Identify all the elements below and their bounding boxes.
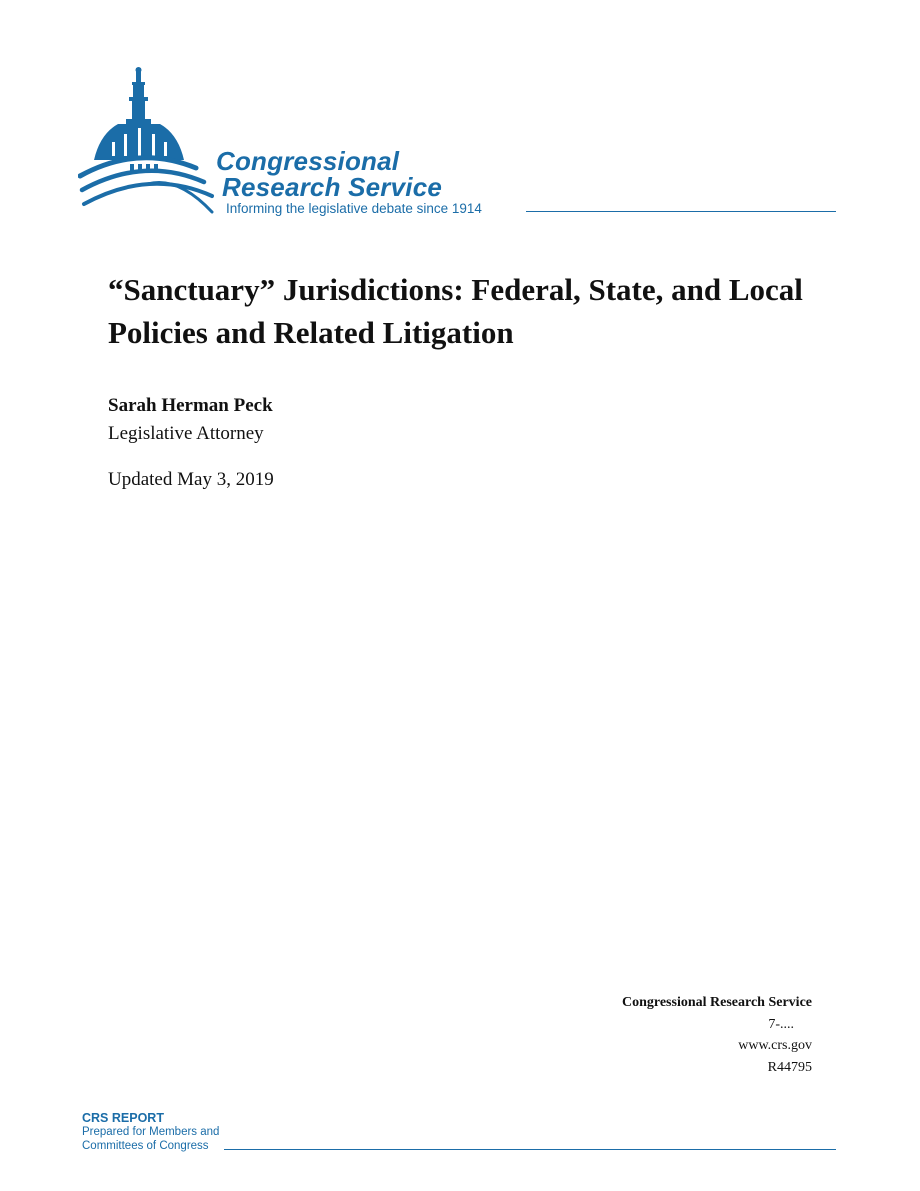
crs-logo — [78, 64, 838, 224]
updated-date: Updated May 3, 2019 — [108, 469, 274, 490]
author-role: Legislative Attorney — [108, 423, 264, 444]
info-code: 7-.... — [768, 1016, 794, 1032]
brand-name-line2: Research Service — [222, 172, 443, 202]
info-org: Congressional Research Service — [621, 995, 812, 1010]
info-website[interactable]: www.crs.gov — [738, 1038, 812, 1054]
footer — [82, 1111, 838, 1161]
report-title: “Sanctuary” Jurisdictions: Federal, State, and Local Policies and Related Litigation — [108, 272, 803, 350]
brand-tagline: Informing the legislative debate since 1914 — [226, 201, 482, 216]
report-info — [492, 992, 812, 1079]
info-report-number: R44795 — [767, 1060, 812, 1076]
footer-line-2: Committees of Congress — [82, 1140, 209, 1152]
author-name: Sarah Herman Peck — [108, 395, 273, 416]
header-rule — [526, 211, 836, 212]
footer-rule — [224, 1149, 836, 1150]
capitol-dome-icon — [78, 64, 228, 214]
footer-title: CRS REPORT — [82, 1111, 164, 1125]
footer-line-1: Prepared for Members and — [82, 1126, 220, 1138]
brand-name-line1: Congressional — [216, 146, 400, 176]
